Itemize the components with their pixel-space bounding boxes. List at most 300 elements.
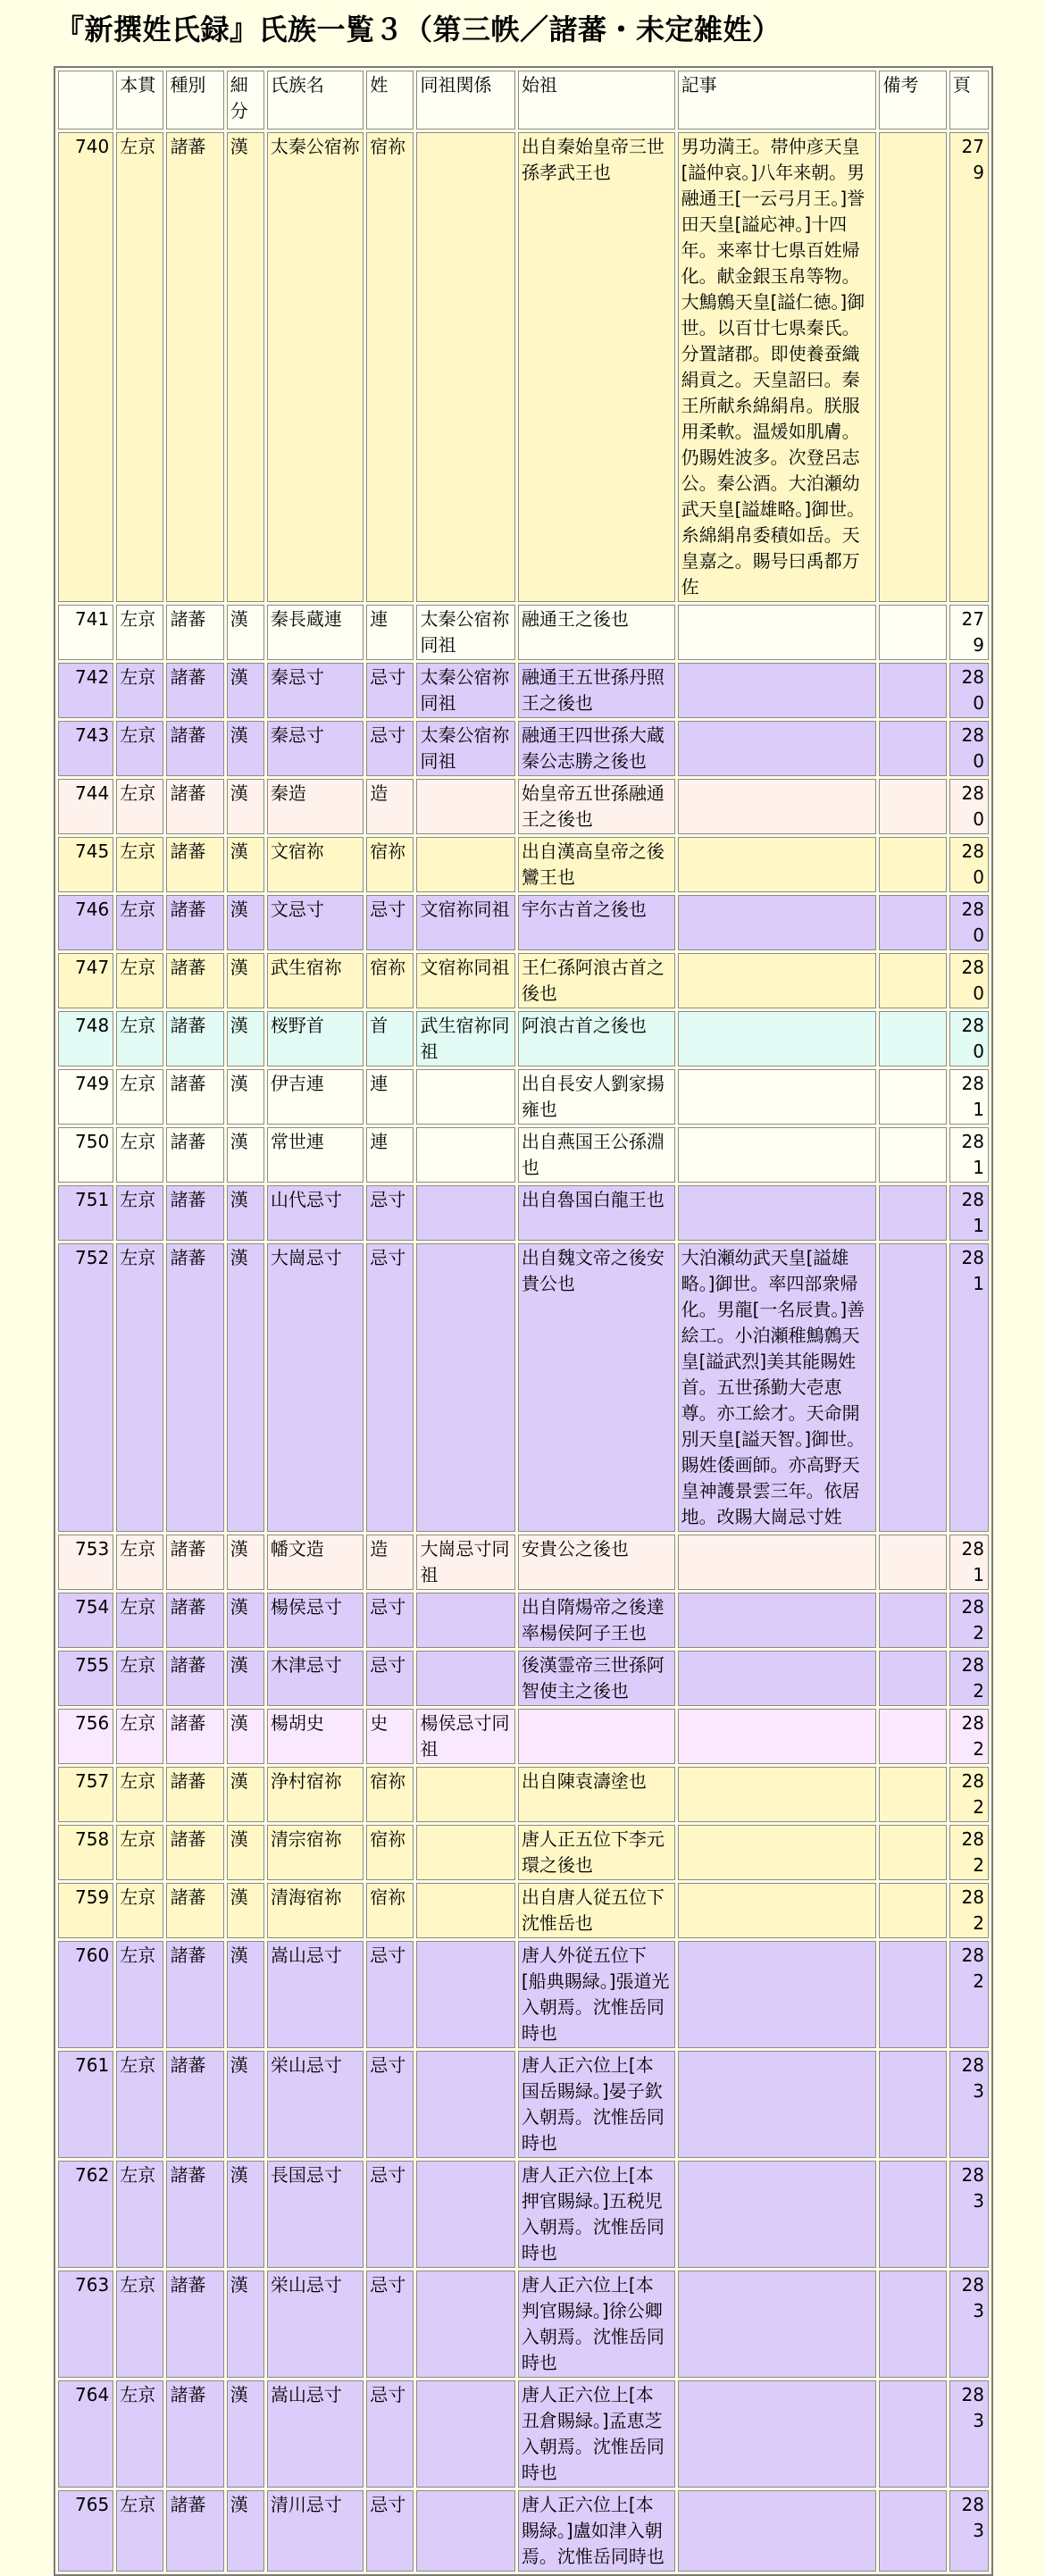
doso-cell	[416, 132, 514, 602]
shiso-cell: 後漢霊帝三世孫阿智使主之後也	[518, 1651, 675, 1706]
kabane-cell: 連	[366, 1127, 414, 1183]
shiso-cell: 王仁孫阿浪古首之後也	[518, 953, 675, 1008]
row-number: 747	[58, 953, 113, 1008]
kiji-cell	[678, 1185, 877, 1241]
kabane-cell: 忌寸	[366, 2271, 414, 2378]
kabane-cell: 造	[366, 779, 414, 834]
saibun-cell: 漢	[227, 1011, 264, 1066]
clan-name-cell: 文宿祢	[267, 837, 364, 892]
kabane-cell: 忌寸	[366, 1185, 414, 1241]
kiji-cell	[678, 1941, 877, 2048]
shubetsu-cell: 諸蕃	[166, 2161, 223, 2268]
row-number: 744	[58, 779, 113, 834]
row-number: 748	[58, 1011, 113, 1066]
honkan-cell: 左京	[116, 1767, 163, 1822]
kabane-cell: 忌寸	[366, 663, 414, 718]
clan-name-cell: 大崗忌寸	[267, 1243, 364, 1532]
honkan-cell: 左京	[116, 1185, 163, 1241]
table-row	[58, 1767, 989, 1822]
biko-cell	[879, 1709, 946, 1764]
row-number: 746	[58, 895, 113, 950]
page-title: 『新撰姓氏録』氏族一覧３（第三帙／諸蕃・未定雑姓）	[55, 13, 782, 46]
clan-name-cell: 秦造	[267, 779, 364, 834]
saibun-cell: 漢	[227, 663, 264, 718]
table-row	[58, 2380, 989, 2488]
kiji-cell	[678, 1011, 877, 1066]
kabane-cell: 忌寸	[366, 2490, 414, 2572]
row-number: 756	[58, 1709, 113, 1764]
table-row	[58, 2161, 989, 2268]
clan-name-cell: 清宗宿祢	[267, 1825, 364, 1880]
biko-cell	[879, 1651, 946, 1706]
honkan-cell: 左京	[116, 1825, 163, 1880]
saibun-cell: 漢	[227, 1825, 264, 1880]
honkan-cell: 左京	[116, 895, 163, 950]
kiji-cell	[678, 605, 877, 660]
header-cell-kabane: 姓	[366, 71, 414, 130]
biko-cell	[879, 837, 946, 892]
kiji-cell: 大泊瀬幼武天皇[謚雄略。]御世。率四部衆帰化。男龍[一名辰貴。]善絵工。小泊瀬稚鷦鷯天皇[謚武烈]美其能賜姓首。五世孫勤大壱恵尊。亦工絵才。天命開別天皇[謚天智。]御世。賜姓倭画師。亦高野天皇神護景雲三年。依居地。改賜大崗忌寸姓	[678, 1243, 877, 1532]
clan-name-cell: 嵩山忌寸	[267, 1941, 364, 2048]
header-cell-biko: 備考	[879, 71, 946, 130]
honkan-cell: 左京	[116, 2161, 163, 2268]
doso-cell	[416, 2271, 514, 2378]
clan-name-cell: 武生宿祢	[267, 953, 364, 1008]
clan-name-cell: 嵩山忌寸	[267, 2380, 364, 2488]
honkan-cell: 左京	[116, 663, 163, 718]
shubetsu-cell: 諸蕃	[166, 1593, 223, 1648]
shubetsu-cell: 諸蕃	[166, 1941, 223, 2048]
table-row	[58, 1243, 989, 1532]
shiso-cell: 出自秦始皇帝三世孫孝武王也	[518, 132, 675, 602]
shubetsu-cell: 諸蕃	[166, 2271, 223, 2378]
header-cell-doso: 同祖関係	[416, 71, 514, 130]
honkan-cell: 左京	[116, 1651, 163, 1706]
header-cell-number	[58, 71, 113, 130]
table-row	[58, 2051, 989, 2158]
shiso-cell: 出自漢高皇帝之後鸞王也	[518, 837, 675, 892]
doso-cell	[416, 1069, 514, 1125]
kabane-cell: 忌寸	[366, 1941, 414, 2048]
kabane-cell: 宿祢	[366, 1825, 414, 1880]
shubetsu-cell: 諸蕃	[166, 1011, 223, 1066]
kiji-cell	[678, 953, 877, 1008]
biko-cell	[879, 663, 946, 718]
shubetsu-cell: 諸蕃	[166, 1651, 223, 1706]
doso-cell	[416, 1593, 514, 1648]
doso-cell	[416, 1825, 514, 1880]
page-cell: 282	[949, 1593, 989, 1648]
shiso-cell: 唐人正六位上[本丑倉賜緑。]孟恵芝入朝焉。沈惟岳同時也	[518, 2380, 675, 2488]
saibun-cell: 漢	[227, 2490, 264, 2572]
table-row	[58, 1185, 989, 1241]
kabane-cell: 宿祢	[366, 953, 414, 1008]
shubetsu-cell: 諸蕃	[166, 721, 223, 776]
saibun-cell: 漢	[227, 2161, 264, 2268]
page-cell: 283	[949, 2490, 989, 2572]
biko-cell	[879, 953, 946, 1008]
doso-cell: 武生宿祢同祖	[416, 1011, 514, 1066]
page-cell: 281	[949, 1185, 989, 1241]
kabane-cell: 連	[366, 605, 414, 660]
kabane-cell: 忌寸	[366, 1243, 414, 1532]
saibun-cell: 漢	[227, 1709, 264, 1764]
page-cell: 280	[949, 837, 989, 892]
saibun-cell: 漢	[227, 132, 264, 602]
clan-name-cell: 栄山忌寸	[267, 2271, 364, 2378]
row-number: 750	[58, 1127, 113, 1183]
kiji-cell	[678, 2051, 877, 2158]
biko-cell	[879, 1825, 946, 1880]
biko-cell	[879, 1535, 946, 1590]
header-cell-honkan: 本貫	[116, 71, 163, 130]
kiji-cell	[678, 837, 877, 892]
saibun-cell: 漢	[227, 837, 264, 892]
header-cell-shiso: 始祖	[518, 71, 675, 130]
kiji-cell	[678, 1127, 877, 1183]
kabane-cell: 忌寸	[366, 2161, 414, 2268]
page-cell: 279	[949, 132, 989, 602]
doso-cell	[416, 1767, 514, 1822]
kiji-cell: 男功満王。帯仲彦天皇[謚仲哀。]八年来朝。男融通王[一云弓月王。]誉田天皇[謚応神。]十四年。来率廿七県百姓帰化。献金銀玉帛等物。大鷦鷯天皇[謚仁徳。]御世。以百廿七県秦氏。分置諸郡。即使養蚕織絹貢之。天皇詔曰。秦王所献糸綿絹帛。朕服用柔軟。温煖如肌膚。仍賜姓波多。次登呂志公。秦公酒。大泊瀬幼武天皇[謚雄略。]御世。糸綿絹帛委積如岳。天皇嘉之。賜号曰禹都万佐	[678, 132, 877, 602]
saibun-cell: 漢	[227, 779, 264, 834]
doso-cell	[416, 2161, 514, 2268]
honkan-cell: 左京	[116, 132, 163, 602]
honkan-cell: 左京	[116, 1127, 163, 1183]
kiji-cell	[678, 1825, 877, 1880]
shiso-cell: 出自陳袁濤塗也	[518, 1767, 675, 1822]
doso-cell: 太秦公宿祢同祖	[416, 663, 514, 718]
table-row	[58, 779, 989, 834]
clan-name-cell: 常世連	[267, 1127, 364, 1183]
table-row	[58, 663, 989, 718]
biko-cell	[879, 1593, 946, 1648]
row-number: 753	[58, 1535, 113, 1590]
saibun-cell: 漢	[227, 1069, 264, 1125]
doso-cell: 文宿祢同祖	[416, 953, 514, 1008]
clan-name-cell: 幡文造	[267, 1535, 364, 1590]
shiso-cell: 出自隋煬帝之後達率楊侯阿子王也	[518, 1593, 675, 1648]
clan-name-cell: 太秦公宿祢	[267, 132, 364, 602]
biko-cell	[879, 1243, 946, 1532]
shiso-cell: 始皇帝五世孫融通王之後也	[518, 779, 675, 834]
row-number: 755	[58, 1651, 113, 1706]
biko-cell	[879, 2271, 946, 2378]
shubetsu-cell: 諸蕃	[166, 779, 223, 834]
table-row	[58, 132, 989, 602]
page-cell: 280	[949, 895, 989, 950]
saibun-cell: 漢	[227, 1535, 264, 1590]
page-cell: 282	[949, 1883, 989, 1938]
honkan-cell: 左京	[116, 1883, 163, 1938]
header-cell-saibun: 細分	[227, 71, 264, 130]
row-number: 741	[58, 605, 113, 660]
table-row	[58, 1883, 989, 1938]
row-number: 749	[58, 1069, 113, 1125]
page-cell: 283	[949, 2380, 989, 2488]
kiji-cell	[678, 2161, 877, 2268]
doso-cell	[416, 779, 514, 834]
honkan-cell: 左京	[116, 1593, 163, 1648]
clan-name-cell: 文忌寸	[267, 895, 364, 950]
shubetsu-cell: 諸蕃	[166, 2051, 223, 2158]
kiji-cell	[678, 1767, 877, 1822]
page-cell: 282	[949, 1709, 989, 1764]
table-row	[58, 1709, 989, 1764]
kabane-cell: 首	[366, 1011, 414, 1066]
row-number: 754	[58, 1593, 113, 1648]
table-row	[58, 895, 989, 950]
biko-cell	[879, 2490, 946, 2572]
table-row	[58, 1069, 989, 1125]
doso-cell	[416, 1243, 514, 1532]
honkan-cell: 左京	[116, 953, 163, 1008]
page-cell: 280	[949, 721, 989, 776]
honkan-cell: 左京	[116, 2271, 163, 2378]
header-cell-kiji: 記事	[678, 71, 877, 130]
biko-cell	[879, 2051, 946, 2158]
kiji-cell	[678, 1535, 877, 1590]
shubetsu-cell: 諸蕃	[166, 2380, 223, 2488]
row-number: 758	[58, 1825, 113, 1880]
kabane-cell: 造	[366, 1535, 414, 1590]
shubetsu-cell: 諸蕃	[166, 1709, 223, 1764]
kiji-cell	[678, 2490, 877, 2572]
table-row	[58, 721, 989, 776]
shiso-cell: 阿浪古首之後也	[518, 1011, 675, 1066]
honkan-cell: 左京	[116, 1011, 163, 1066]
saibun-cell: 漢	[227, 1941, 264, 2048]
header-cell-clan-name: 氏族名	[267, 71, 364, 130]
saibun-cell: 漢	[227, 1767, 264, 1822]
kabane-cell: 史	[366, 1709, 414, 1764]
page-cell: 280	[949, 779, 989, 834]
shiso-cell: 唐人正五位下李元環之後也	[518, 1825, 675, 1880]
biko-cell	[879, 2380, 946, 2488]
honkan-cell: 左京	[116, 779, 163, 834]
table-row	[58, 1593, 989, 1648]
saibun-cell: 漢	[227, 2380, 264, 2488]
page-cell: 279	[949, 605, 989, 660]
honkan-cell: 左京	[116, 1709, 163, 1764]
row-number: 752	[58, 1243, 113, 1532]
saibun-cell: 漢	[227, 1883, 264, 1938]
kabane-cell: 忌寸	[366, 2380, 414, 2488]
biko-cell	[879, 2161, 946, 2268]
biko-cell	[879, 895, 946, 950]
biko-cell	[879, 721, 946, 776]
page-cell: 280	[949, 663, 989, 718]
clan-name-cell: 長国忌寸	[267, 2161, 364, 2268]
kabane-cell: 忌寸	[366, 1651, 414, 1706]
saibun-cell: 漢	[227, 1185, 264, 1241]
kiji-cell	[678, 779, 877, 834]
header-row	[58, 71, 989, 130]
row-number: 765	[58, 2490, 113, 2572]
honkan-cell: 左京	[116, 1941, 163, 2048]
row-number: 759	[58, 1883, 113, 1938]
row-number: 762	[58, 2161, 113, 2268]
table-row	[58, 837, 989, 892]
biko-cell	[879, 1069, 946, 1125]
table-row	[58, 2490, 989, 2572]
kabane-cell: 忌寸	[366, 721, 414, 776]
table-row	[58, 2271, 989, 2378]
clan-name-cell: 木津忌寸	[267, 1651, 364, 1706]
saibun-cell: 漢	[227, 1651, 264, 1706]
table-row	[58, 1011, 989, 1066]
honkan-cell: 左京	[116, 1535, 163, 1590]
biko-cell	[879, 1185, 946, 1241]
page-cell: 283	[949, 2051, 989, 2158]
shiso-cell: 融通王五世孫丹照王之後也	[518, 663, 675, 718]
table-row	[58, 1127, 989, 1183]
row-number: 761	[58, 2051, 113, 2158]
doso-cell	[416, 837, 514, 892]
clan-name-cell: 伊吉連	[267, 1069, 364, 1125]
kabane-cell: 宿祢	[366, 1767, 414, 1822]
kabane-cell: 宿祢	[366, 1883, 414, 1938]
kiji-cell	[678, 1593, 877, 1648]
page-cell: 282	[949, 1767, 989, 1822]
shiso-cell: 出自魯国白龍王也	[518, 1185, 675, 1241]
shiso-cell: 唐人正六位上[本国岳賜緑。]晏子欽入朝焉。沈惟岳同時也	[518, 2051, 675, 2158]
shubetsu-cell: 諸蕃	[166, 895, 223, 950]
shubetsu-cell: 諸蕃	[166, 1535, 223, 1590]
shubetsu-cell: 諸蕃	[166, 953, 223, 1008]
kabane-cell: 宿祢	[366, 132, 414, 602]
shiso-cell: 出自長安人劉家揚雍也	[518, 1069, 675, 1125]
doso-cell	[416, 2380, 514, 2488]
table-row	[58, 1941, 989, 2048]
saibun-cell: 漢	[227, 1593, 264, 1648]
doso-cell	[416, 1941, 514, 2048]
biko-cell	[879, 605, 946, 660]
shubetsu-cell: 諸蕃	[166, 1127, 223, 1183]
clan-name-cell: 栄山忌寸	[267, 2051, 364, 2158]
page-cell: 282	[949, 1825, 989, 1880]
table-row	[58, 1535, 989, 1590]
clan-name-cell: 桜野首	[267, 1011, 364, 1066]
shiso-cell: 融通王四世孫大蔵秦公志勝之後也	[518, 721, 675, 776]
row-number: 764	[58, 2380, 113, 2488]
saibun-cell: 漢	[227, 605, 264, 660]
honkan-cell: 左京	[116, 605, 163, 660]
biko-cell	[879, 1883, 946, 1938]
saibun-cell: 漢	[227, 1127, 264, 1183]
page-cell: 283	[949, 2271, 989, 2378]
shiso-cell: 出自唐人従五位下沈惟岳也	[518, 1883, 675, 1938]
row-number: 760	[58, 1941, 113, 2048]
saibun-cell: 漢	[227, 721, 264, 776]
honkan-cell: 左京	[116, 837, 163, 892]
shubetsu-cell: 諸蕃	[166, 132, 223, 602]
doso-cell	[416, 2051, 514, 2158]
biko-cell	[879, 132, 946, 602]
kiji-cell	[678, 2271, 877, 2378]
shiso-cell: 融通王之後也	[518, 605, 675, 660]
doso-cell	[416, 1651, 514, 1706]
clan-name-cell: 山代忌寸	[267, 1185, 364, 1241]
doso-cell: 太秦公宿祢同祖	[416, 721, 514, 776]
table-row	[58, 953, 989, 1008]
doso-cell: 文宿祢同祖	[416, 895, 514, 950]
saibun-cell: 漢	[227, 895, 264, 950]
kabane-cell: 宿祢	[366, 837, 414, 892]
page-cell: 281	[949, 1069, 989, 1125]
biko-cell	[879, 1011, 946, 1066]
honkan-cell: 左京	[116, 1243, 163, 1532]
honkan-cell: 左京	[116, 2490, 163, 2572]
kiji-cell	[678, 1651, 877, 1706]
honkan-cell: 左京	[116, 721, 163, 776]
clan-name-cell: 秦忌寸	[267, 663, 364, 718]
kiji-cell	[678, 1883, 877, 1938]
clan-name-cell: 浄村宿祢	[267, 1767, 364, 1822]
doso-cell: 楊侯忌寸同祖	[416, 1709, 514, 1764]
page-cell: 282	[949, 1941, 989, 2048]
shubetsu-cell: 諸蕃	[166, 1767, 223, 1822]
page-cell: 281	[949, 1127, 989, 1183]
row-number: 751	[58, 1185, 113, 1241]
saibun-cell: 漢	[227, 1243, 264, 1532]
doso-cell	[416, 1127, 514, 1183]
saibun-cell: 漢	[227, 2051, 264, 2158]
doso-cell: 大崗忌寸同祖	[416, 1535, 514, 1590]
kabane-cell: 忌寸	[366, 1593, 414, 1648]
doso-cell: 太秦公宿祢同祖	[416, 605, 514, 660]
row-number: 743	[58, 721, 113, 776]
honkan-cell: 左京	[116, 2051, 163, 2158]
shubetsu-cell: 諸蕃	[166, 1883, 223, 1938]
shiso-cell: 安貴公之後也	[518, 1535, 675, 1590]
biko-cell	[879, 1127, 946, 1183]
kabane-cell: 忌寸	[366, 895, 414, 950]
doso-cell	[416, 1185, 514, 1241]
kiji-cell	[678, 1709, 877, 1764]
row-number: 763	[58, 2271, 113, 2378]
header-cell-shubetsu: 種別	[166, 71, 223, 130]
page-cell: 282	[949, 1651, 989, 1706]
shiso-cell: 唐人正六位上[本賜緑。]盧如津入朝焉。沈惟岳同時也	[518, 2490, 675, 2572]
kiji-cell	[678, 663, 877, 718]
doso-cell	[416, 2490, 514, 2572]
page-cell: 281	[949, 1535, 989, 1590]
clan-table	[54, 66, 993, 2576]
shubetsu-cell: 諸蕃	[166, 2490, 223, 2572]
biko-cell	[879, 1767, 946, 1822]
shubetsu-cell: 諸蕃	[166, 1243, 223, 1532]
doso-cell	[416, 1883, 514, 1938]
row-number: 742	[58, 663, 113, 718]
saibun-cell: 漢	[227, 953, 264, 1008]
shiso-cell: 出自燕国王公孫淵也	[518, 1127, 675, 1183]
shiso-cell: 唐人外従五位下[船典賜緑。]張道光入朝焉。沈惟岳同時也	[518, 1941, 675, 2048]
shubetsu-cell: 諸蕃	[166, 605, 223, 660]
shiso-cell: 出自魏文帝之後安貴公也	[518, 1243, 675, 1532]
honkan-cell: 左京	[116, 1069, 163, 1125]
shiso-cell: 唐人正六位上[本判官賜緑。]徐公卿入朝焉。沈惟岳同時也	[518, 2271, 675, 2378]
kiji-cell	[678, 895, 877, 950]
table-row	[58, 1825, 989, 1880]
biko-cell	[879, 779, 946, 834]
page-cell: 281	[949, 1243, 989, 1532]
clan-name-cell: 楊胡史	[267, 1709, 364, 1764]
shubetsu-cell: 諸蕃	[166, 1069, 223, 1125]
page-cell: 283	[949, 2161, 989, 2268]
saibun-cell: 漢	[227, 2271, 264, 2378]
kabane-cell: 連	[366, 1069, 414, 1125]
